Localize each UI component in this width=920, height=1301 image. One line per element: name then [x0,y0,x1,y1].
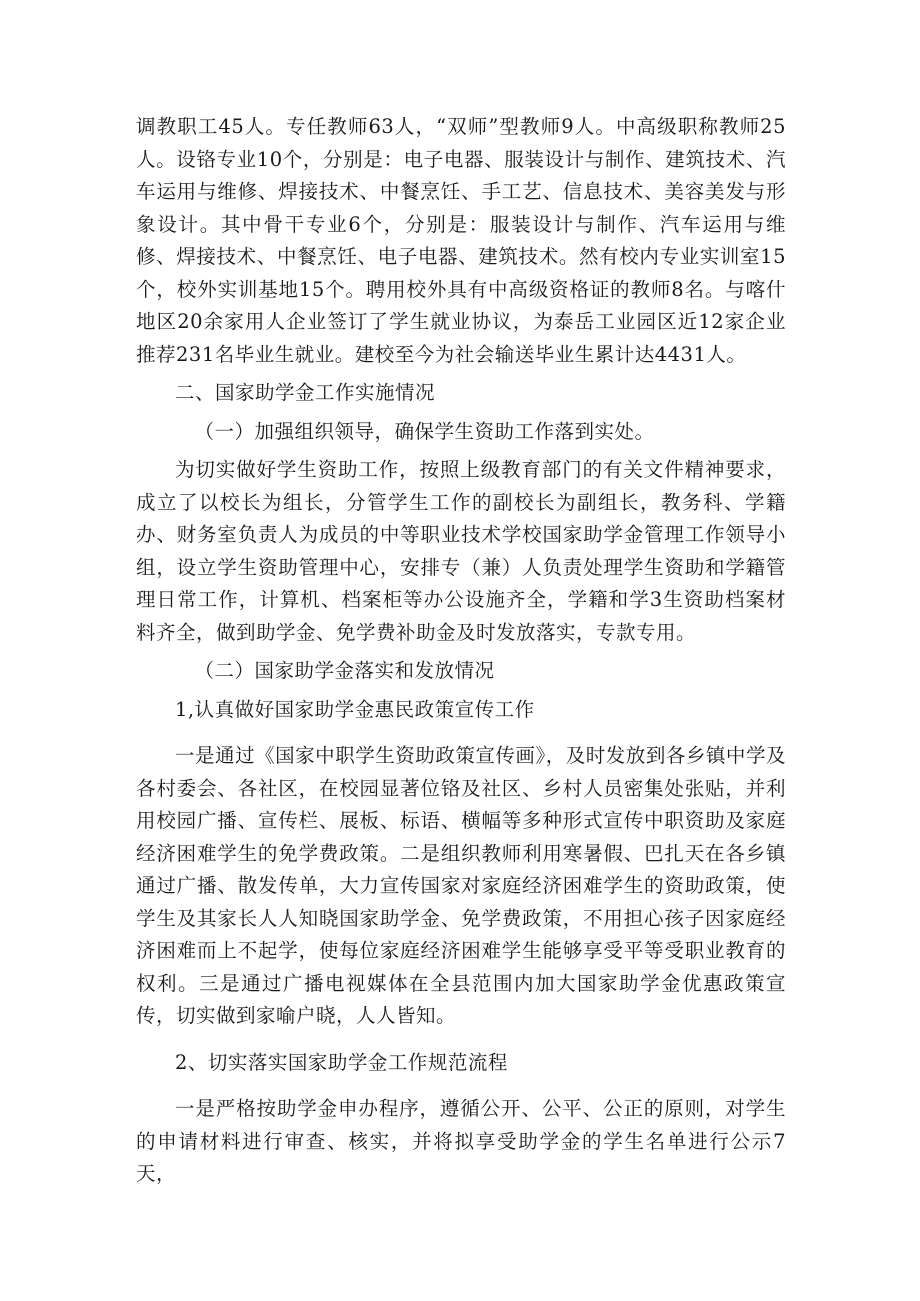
process-paragraph: 一是严格按助学金申办程序，遵循公开、公平、公正的原则，对学生的申请材料进行审查、核实，并将拟享受助学金的学生名单进行公示7天， [136,1097,786,1185]
subsection-heading-1: （一）加强组织领导，确保学生资助工作落到实处。 [194,419,655,443]
promotion-paragraph: 一是通过《国家中职学生资助政策宣传画》，及时发放到各乡镇中学及各村委会、各社区，在校园显著位铬及社区、乡村人员密集处张贴，并利用校园广播、宣传栏、展板、标语、横幅等多种形式宣传中职资助及家庭经济困难学生的免学费政策。二是组织教师利用寒暑假、巴扎天在各乡镇通过广播、散发传单，大力宣传国家对家庭经济困难学生的资助政策，使学生及其家长人人知晓国家助学金、免学费政策，不用担心孩子因家庭经济困难而上不起学，使每位家庭经济困难学生能够享受平等受职业教育的权利。三是通过广播电视媒体在全县范围内加大国家助学金优惠政策宣传，切实做到家喻户晓，人人皆知。 [136,744,786,1027]
section-heading: 二、国家助学金工作实施情况 [175,381,436,404]
subsection-heading-2: （二）国家助学金落实和发放情况 [194,659,495,682]
organization-paragraph: 为切实做好学生资助工作，按照上级教育部门的有关文件精神要求，成立了以校长为组长，分管学生工作的副校长为副组长，教务科、学籍办、财务室负责人为成员的中等职业技术学校国家助学金管理工作领导小组，设立学生资助管理中心，安排专（兼）人负责处理学生资助和学籍管理日常工作，计算机、档案柜等办公设施齐全，学籍和学3生资助档案材料齐全，做到助学金、免学费补助金及时发放落实，专款专用。 [136,458,786,644]
intro-paragraph: 调教职工45人。专任教师63人，“双师”型教师9人。中高级职称教师25人。设铬专业10个，分别是：电子电器、服装设计与制作、建筑技术、汽车运用与维修、焊接技术、中餐烹饪、手工艺、信息技术、美容美发与形象设计。其中骨干专业6个，分别是：服装设计与制作、汽车运用与维修、焊接技术、中餐烹饪、电子电器、建筑技术。然有校内专业实训室15个，校外实训基地15个。聘用校外具有中高级资格证的教师8名。与喀什地区20余家用人企业签订了学生就业协议，为泰岳工业园区近12家企业推荐231名毕业生就业。建校至今为社会输送毕业生累计达4431人。 [136,115,786,366]
item-heading-2: 2、切实落实国家助学金工作规范流程 [175,1050,508,1074]
item-heading-1: 1,认真做好国家助学金惠民政策宣传工作 [175,697,535,721]
document-body [136,111,786,1191]
